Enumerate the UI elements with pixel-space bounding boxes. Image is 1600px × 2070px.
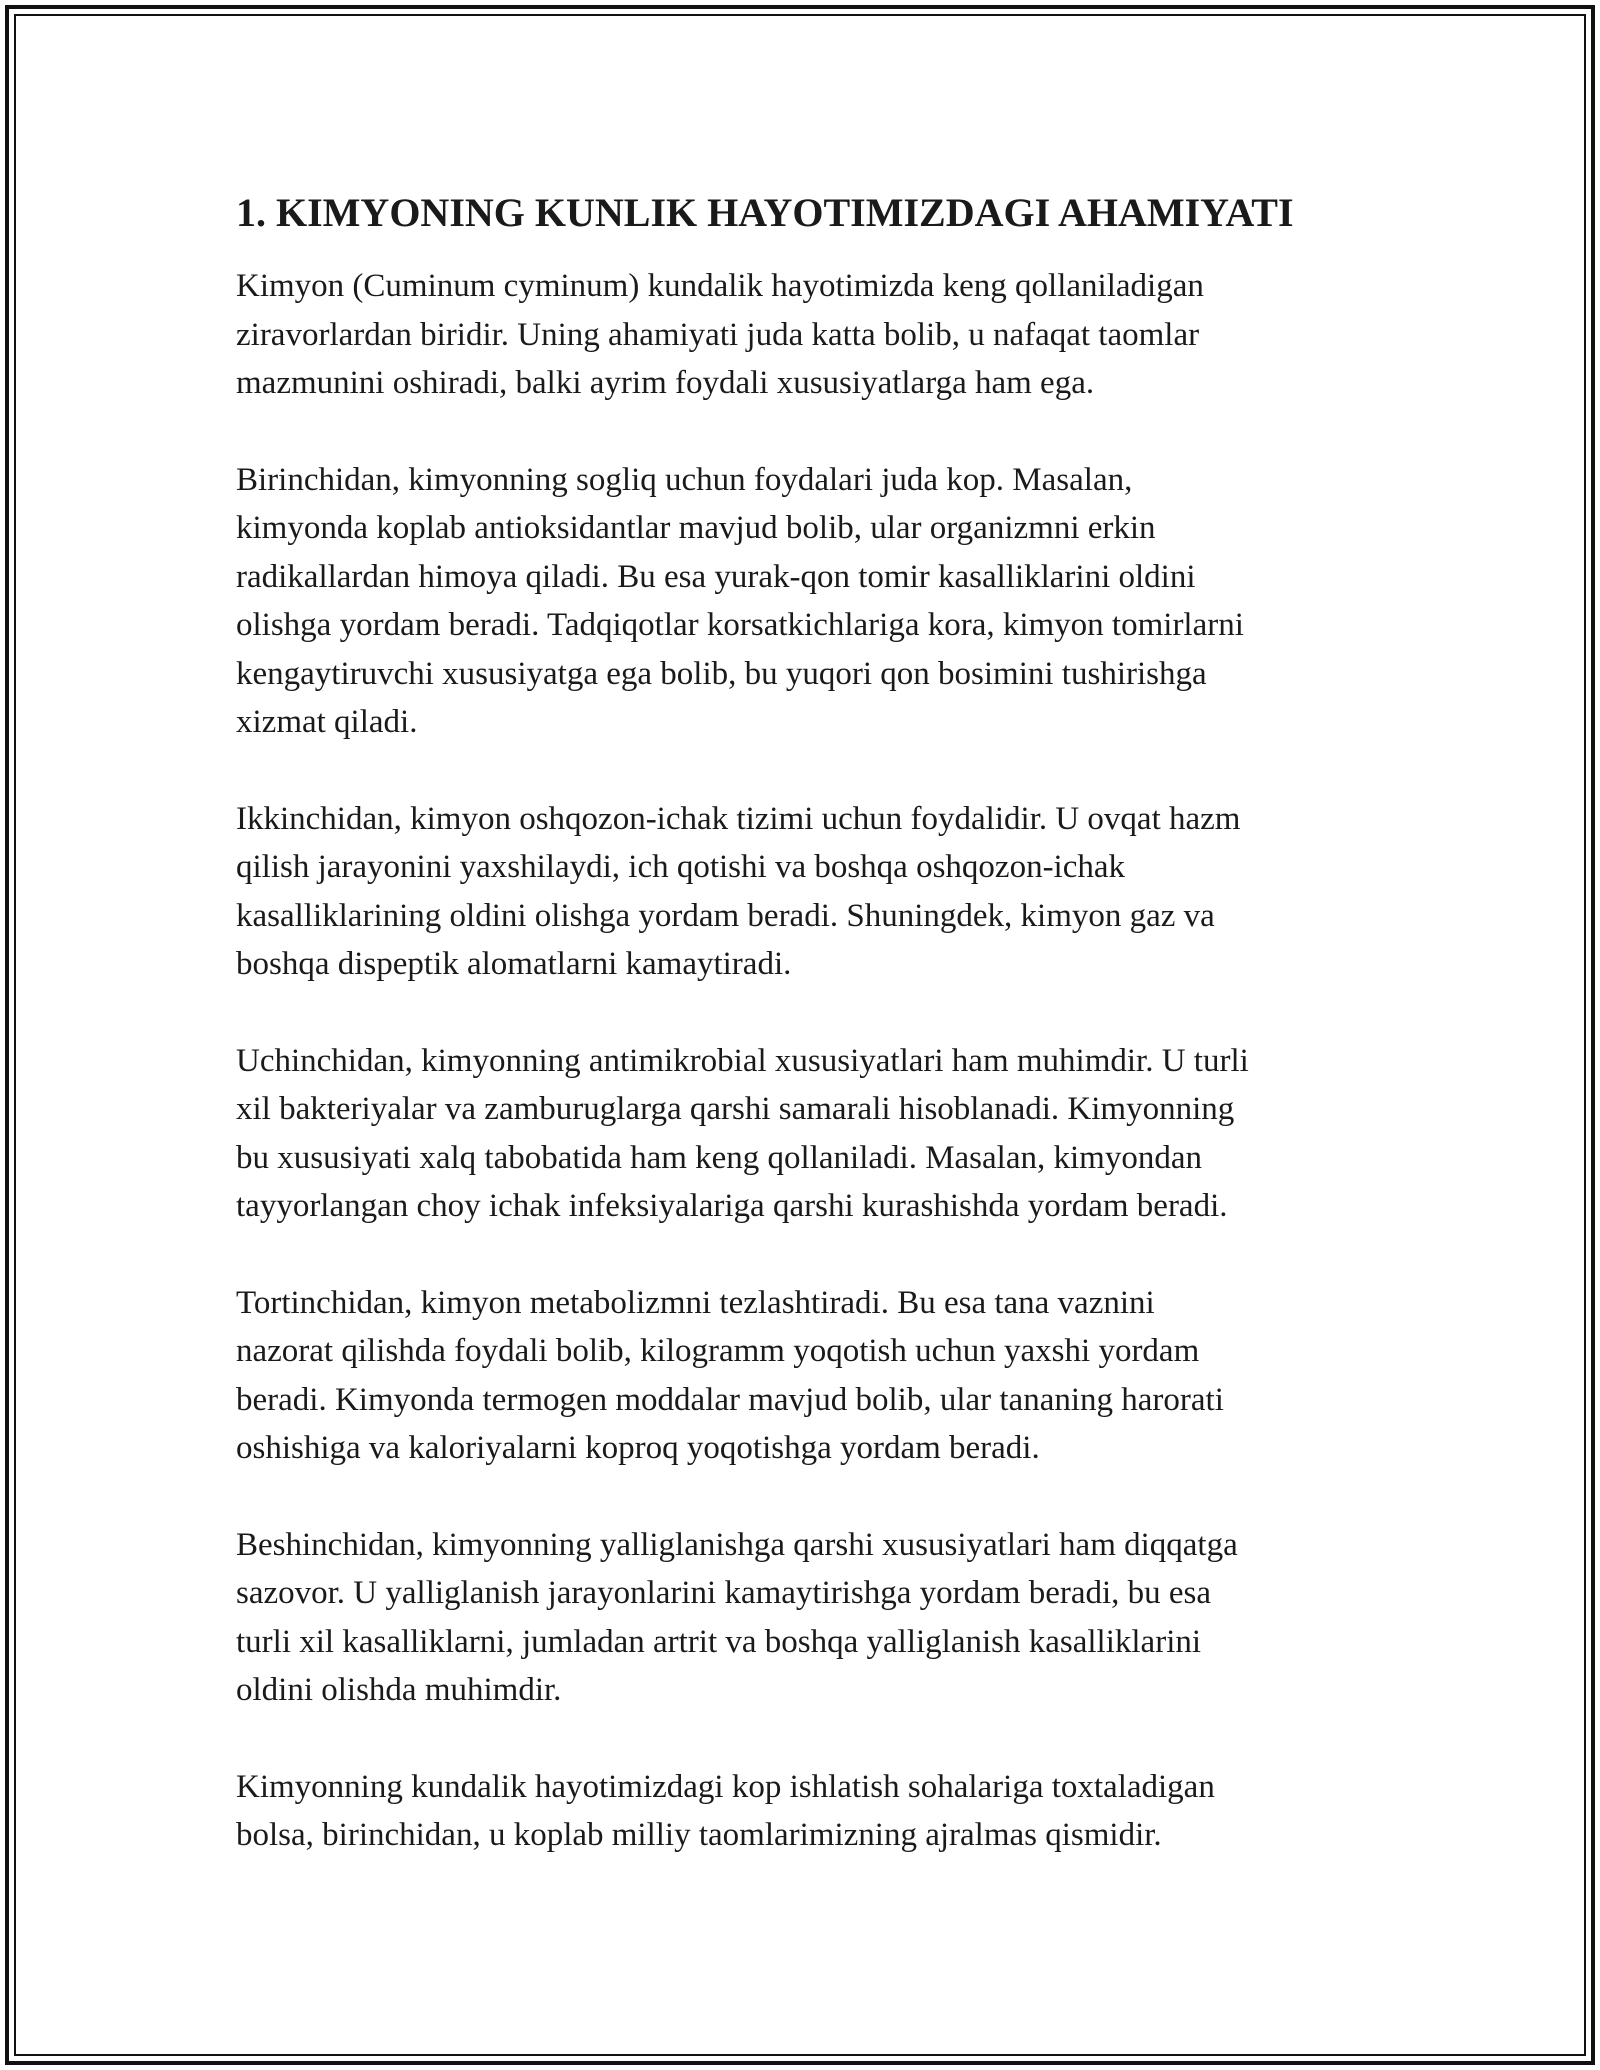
paragraph-second-benefit — [236, 795, 1376, 989]
paragraph-line: xizmat qiladi. — [236, 704, 418, 740]
document-body — [236, 184, 1376, 1908]
paragraph-third-benefit — [236, 1037, 1376, 1231]
paragraph-line: xil bakteriyalar va zamburuglarga qarshi samarali hisoblanadi. Kimyonning — [236, 1091, 1235, 1127]
paragraph-daily-use — [236, 1763, 1376, 1860]
paragraph-line: bu xususiyati xalq tabobatida ham keng qollaniladi. Masalan, kimyondan — [236, 1139, 1202, 1176]
paragraph-fourth-benefit — [236, 1279, 1376, 1473]
paragraph-line: Ikkinchidan, kimyon oshqozon-ichak tizimi uchun foydalidir. U ovqat hazm — [236, 800, 1241, 837]
paragraph-line: kimyonda koplab antioksidantlar mavjud bolib, ular organizmni erkin — [236, 510, 1156, 546]
paragraph-line: Tortinchidan, kimyon metabolizmni tezlashtiradi. Bu esa tana vaznini — [236, 1284, 1155, 1321]
paragraph-line: oldini olishda muhimdir. — [236, 1672, 562, 1708]
document-title: 1. KIMYONING KUNLIK HAYOTIMIZDAGI AHAMIYATI — [236, 190, 1294, 235]
paragraph-line: ziravorlardan biridir. Uning ahamiyati juda katta bolib, u nafaqat taomlar — [236, 316, 1200, 353]
paragraph-line: Birinchidan, kimyonning sogliq uchun foydalari juda kop. Masalan, — [236, 461, 1133, 498]
paragraph-line: Kimyon (Cuminum cyminum) kundalik hayotimizda keng qollaniladigan — [236, 268, 1204, 304]
paragraph-fifth-benefit — [236, 1521, 1376, 1715]
paragraph-line: Beshinchidan, kimyonning yalliglanishga qarshi xususiyatlari ham diqqatga — [236, 1526, 1238, 1563]
paragraph-line: boshqa dispeptik alomatlarni kamaytiradi. — [236, 946, 792, 982]
paragraph-line: mazmunini oshiradi, balki ayrim foydali xususiyatlarga ham ega. — [236, 365, 1095, 401]
paragraph-line: turli xil kasalliklarni, jumladan artrit va boshqa yalliglanish kasalliklarini — [236, 1623, 1202, 1660]
paragraph-line: bolsa, birinchidan, u koplab milliy taomlarimizning ajralmas qismidir. — [236, 1817, 1162, 1853]
paragraph-line: oshishiga va kaloriyalarni koproq yoqotishga yordam beradi. — [236, 1430, 1040, 1466]
paragraph-line: beradi. Kimyonda termogen moddalar mavjud bolib, ular tananing harorati — [236, 1381, 1224, 1418]
paragraph-line: olishga yordam beradi. Tadqiqotlar korsatkichlariga kora, kimyon tomirlarni — [236, 607, 1244, 643]
paragraph-line: nazorat qilishda foydali bolib, kilogramm yoqotish uchun yaxshi yordam — [236, 1333, 1200, 1369]
paragraph-first-benefit — [236, 456, 1376, 747]
paragraph-line: Kimyonning kundalik hayotimizdagi kop ishlatish sohalariga toxtaladigan — [236, 1768, 1215, 1805]
paragraph-line: kengaytiruvchi xususiyatga ega bolib, bu yuqori qon bosimini tushirishga — [236, 655, 1207, 692]
paragraph-line: Uchinchidan, kimyonning antimikrobial xususiyatlari ham muhimdir. U turli — [236, 1042, 1249, 1079]
paragraph-line: tayyorlangan choy ichak infeksiyalariga qarshi kurashishda yordam beradi. — [236, 1188, 1228, 1224]
paragraph-line: radikallardan himoya qiladi. Bu esa yurak-qon tomir kasalliklarini oldini — [236, 558, 1196, 595]
paragraph-line: kasalliklarining oldini olishga yordam beradi. Shuningdek, kimyon gaz va — [236, 897, 1215, 934]
paragraph-intro — [236, 262, 1376, 408]
paragraph-line: qilish jarayonini yaxshilaydi, ich qotishi va boshqa oshqozon-ichak — [236, 849, 1126, 885]
paragraph-line: sazovor. U yalliglanish jarayonlarini kamaytirishga yordam beradi, bu esa — [236, 1575, 1212, 1611]
